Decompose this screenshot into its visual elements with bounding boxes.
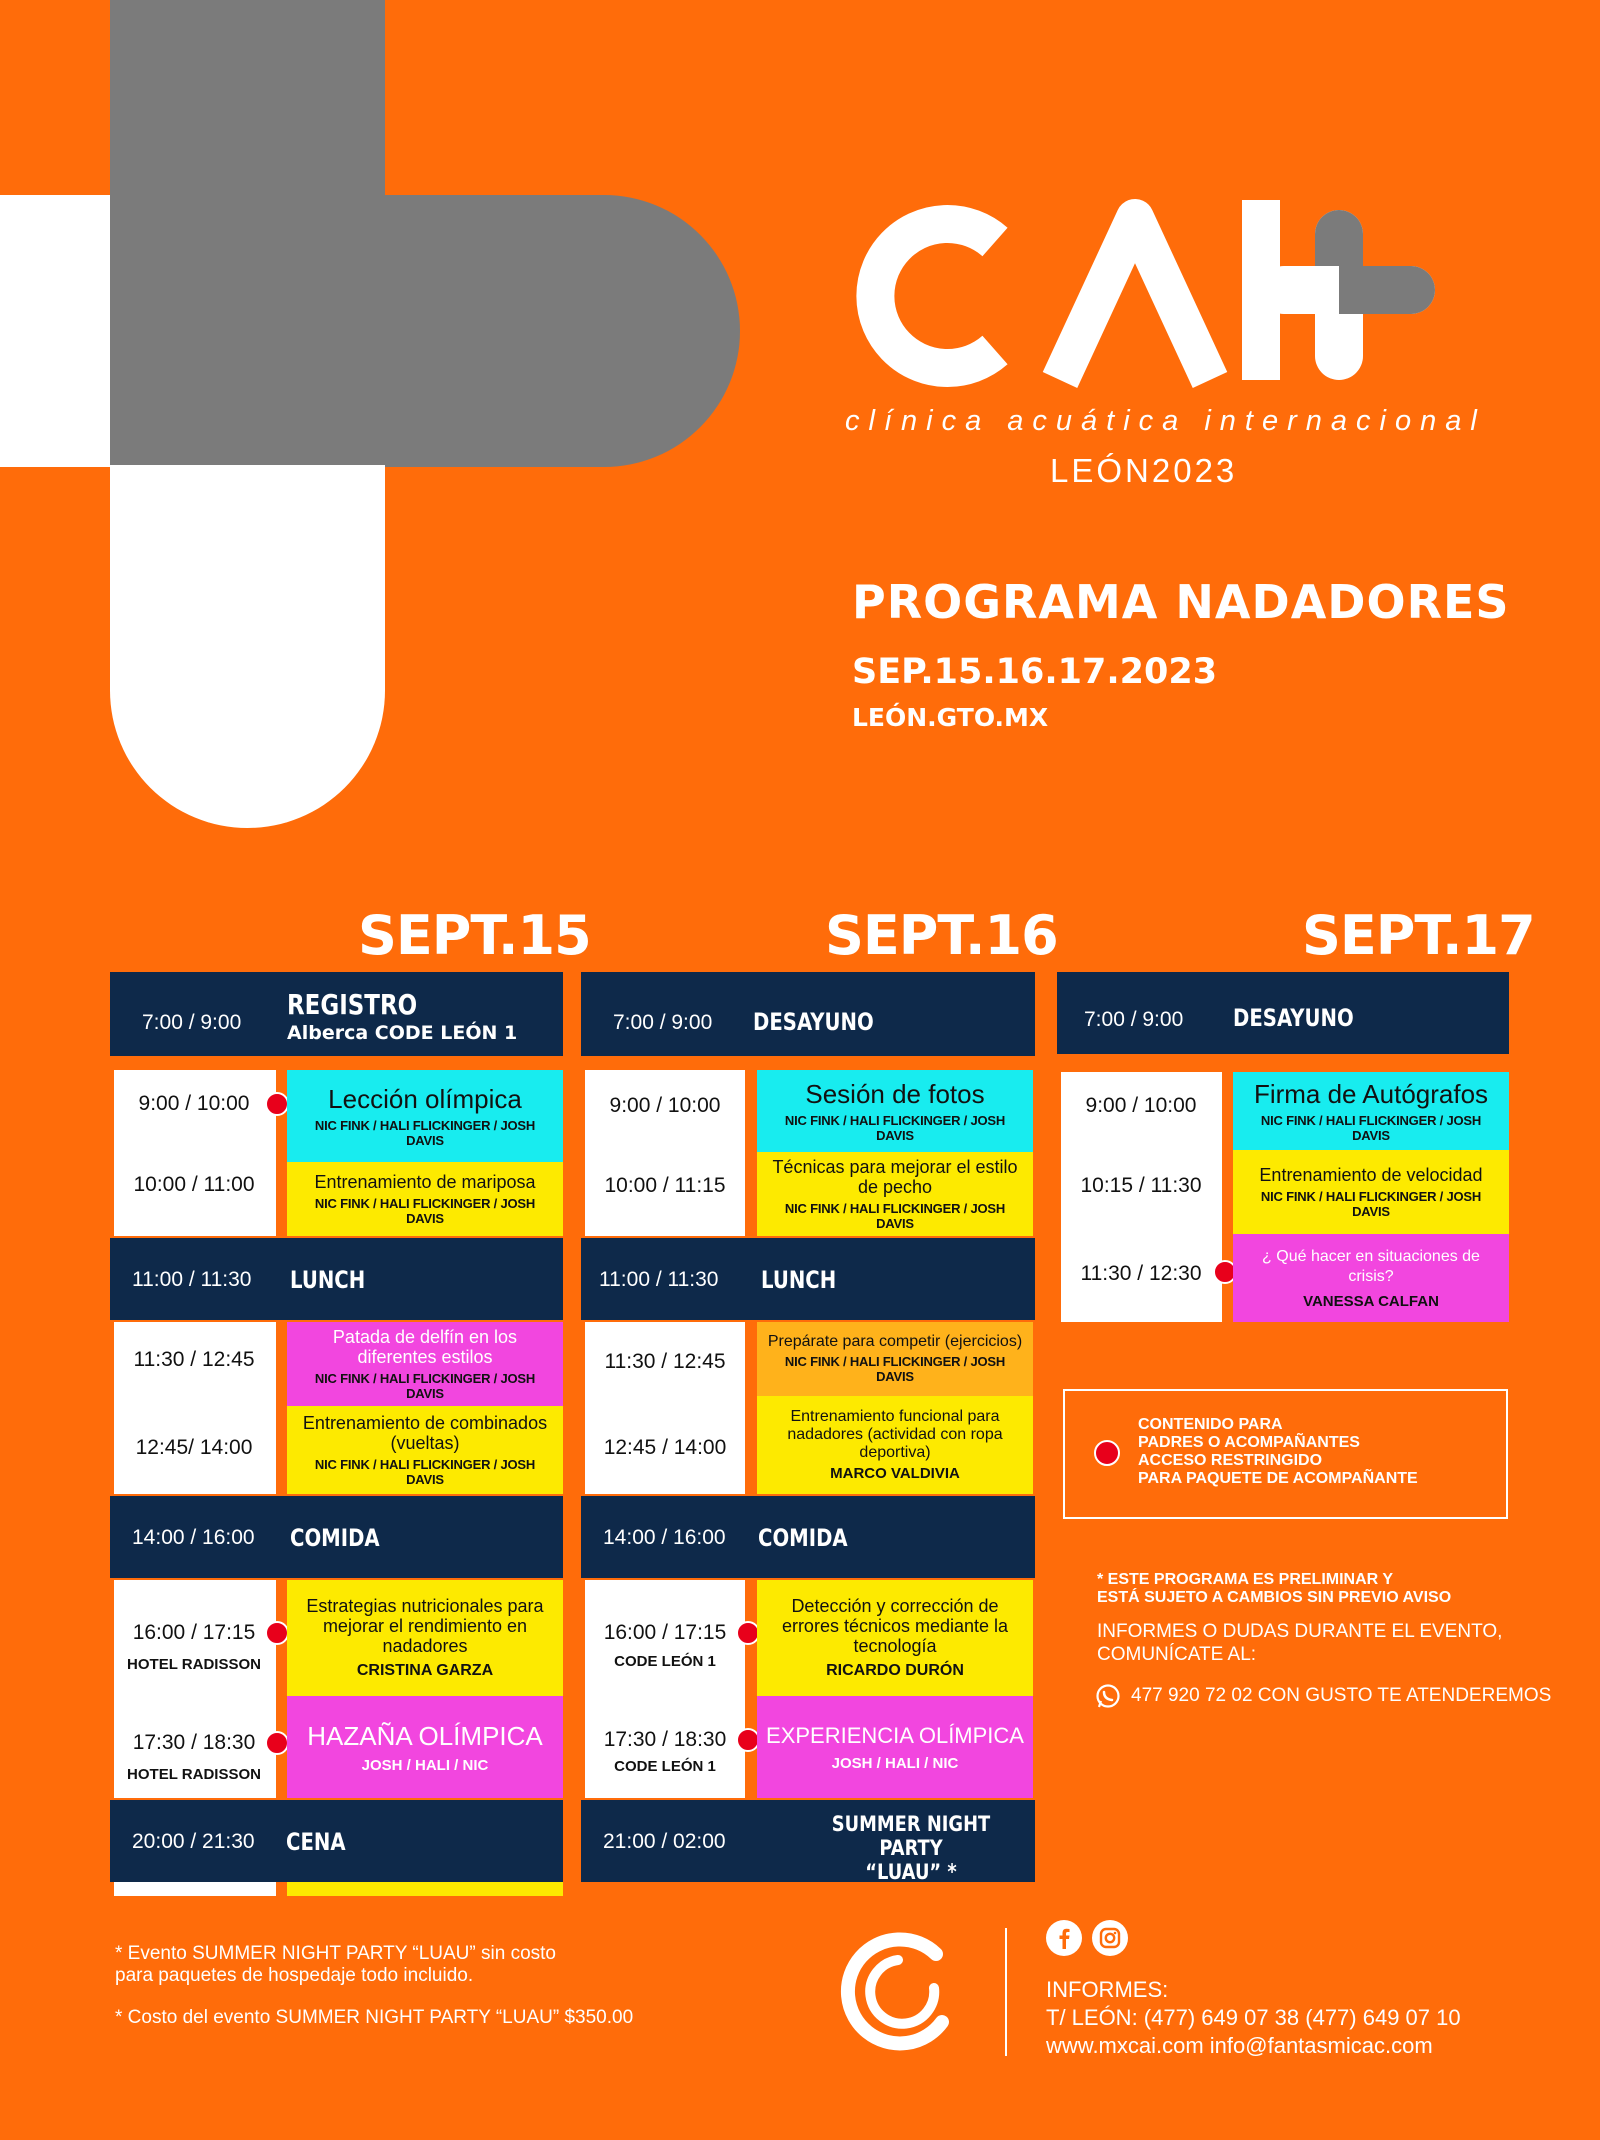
restricted-legend-text [1138, 1416, 1418, 1488]
footer-phones: T/ LEÓN: (477) 649 07 38 (477) 649 07 10 [1046, 2005, 1461, 2030]
activity-card [287, 1580, 563, 1696]
footer-line: para paquetes de hospedaje todo incluido. [115, 1965, 474, 1986]
activity-card [757, 1580, 1033, 1696]
contact-note [1097, 1620, 1502, 1666]
activity-title: Lección olímpica [328, 1084, 522, 1114]
activity-title: Entrenamiento de velocidad [1259, 1165, 1483, 1185]
legend-line: ACCESO RESTRINGIDO [1138, 1452, 1323, 1469]
whatsapp-contact[interactable] [1095, 1683, 1551, 1709]
activity-speaker: RICARDO DURÓN [826, 1662, 964, 1679]
logo-subtitle: clínica acuática internacional [845, 405, 1486, 437]
activity-card [287, 1162, 563, 1236]
time-slot: 9:00 / 10:00 [138, 1092, 250, 1115]
activity-title: Patada de delfín en los diferentes estilos [332, 1327, 518, 1367]
program-location: LEÓN.GTO.MX [852, 703, 1049, 732]
row-party [581, 1800, 1035, 1882]
party-title: SUMMER NIGHT PARTY [831, 1812, 991, 1860]
time-lunch: 11:00 / 11:30 [132, 1268, 252, 1291]
comida-label: COMIDA [758, 1524, 848, 1552]
activity-coaches: NIC FINK / HALI FLICKINGER / JOSH DAVIS [784, 1113, 1006, 1143]
activity-title: Firma de Autógrafos [1253, 1079, 1489, 1109]
logo-edition: LEÓN2023 [1050, 452, 1238, 489]
time-comida: 14:00 / 16:00 [603, 1526, 726, 1549]
cena-label: CENA [286, 1828, 346, 1856]
activity-title: ¿ Qué hacer en situaciones de crisis? [1262, 1247, 1480, 1285]
activity-coaches: NIC FINK / HALI FLICKINGER / JOSH DAVIS [314, 1371, 536, 1401]
time-slot: 9:00 / 10:00 [1085, 1094, 1197, 1117]
footer-note-free [115, 1943, 556, 1987]
comida-label: COMIDA [290, 1524, 380, 1552]
time-cena: 20:00 / 21:30 [132, 1830, 255, 1853]
activity-title: Prepárate para competir (ejercicios) [767, 1333, 1023, 1350]
activity-title: Estrategias nutricionales para mejorar el rendimiento en nadadores [306, 1596, 544, 1656]
day-header-17: SEPT.17 [1302, 904, 1535, 967]
day-header-15: SEPT.15 [358, 904, 591, 967]
time-registro: 7:00 / 9:00 [142, 1011, 242, 1034]
activity-card [757, 1322, 1033, 1396]
activity-coaches: NIC FINK / HALI FLICKINGER / JOSH DAVIS [1260, 1113, 1482, 1143]
activity-card [1233, 1234, 1509, 1322]
program-title: PROGRAMA NADADORES [852, 575, 1510, 629]
desayuno-label: DESAYUNO [753, 1008, 874, 1036]
footer-line: * Evento SUMMER NIGHT PARTY “LUAU” sin costo [115, 1943, 556, 1964]
footer-web[interactable]: www.mxcai.com info@fantasmicac.com [1046, 2033, 1433, 2058]
time-slot: 17:30 / 18:30 [132, 1731, 256, 1754]
venue: CODE LEÓN 1 [614, 1653, 716, 1670]
logo-text: CAI+ [830, 187, 867, 204]
time-slot: 16:00 / 17:15 [132, 1621, 256, 1644]
time-party: 21:00 / 02:00 [603, 1830, 726, 1853]
activity-coaches: NIC FINK / HALI FLICKINGER / JOSH DAVIS [784, 1354, 1006, 1384]
note-line: * ESTE PROGRAMA ES PRELIMINAR Y [1097, 1571, 1394, 1588]
footer-contact [1046, 1976, 1461, 2060]
restricted-dot [265, 1092, 289, 1116]
social-links [1046, 1920, 1128, 1956]
activity-card [757, 1696, 1033, 1798]
activity-title: Técnicas para mejorar el estilo de pecho [772, 1157, 1018, 1197]
lunch-label: LUNCH [761, 1266, 837, 1294]
activity-coaches: NIC FINK / HALI FLICKINGER / JOSH DAVIS [784, 1201, 1006, 1231]
instagram-icon[interactable] [1092, 1920, 1128, 1956]
time-column [585, 1322, 745, 1494]
registro-title: REGISTRO [287, 988, 418, 1021]
decor-white-stem [110, 465, 385, 828]
note-line: COMUNÍCATE AL: [1097, 1644, 1257, 1665]
activity-coaches: NIC FINK / HALI FLICKINGER / JOSH DAVIS [314, 1196, 536, 1226]
time-slot: 17:30 / 18:30 [603, 1728, 727, 1751]
program-dates: SEP.15.16.17.2023 [852, 652, 1218, 692]
lunch-label: LUNCH [290, 1266, 366, 1294]
activity-card [757, 1152, 1033, 1236]
row-cena [110, 1800, 563, 1882]
activity-title: Entrenamiento de mariposa [314, 1172, 536, 1192]
legend-line: PADRES O ACOMPAÑANTES [1138, 1434, 1360, 1451]
activity-card [757, 1396, 1033, 1494]
legend-line: PARA PAQUETE DE ACOMPAÑANTE [1138, 1470, 1418, 1487]
venue: HOTEL RADISSON [127, 1656, 261, 1673]
note-line: ESTÁ SUJETO A CAMBIOS SIN PREVIO AVISO [1097, 1589, 1452, 1606]
row-registro [110, 972, 563, 1056]
activity-card [287, 1406, 563, 1494]
activity-title: HAZAÑA OLÍMPICA [307, 1720, 543, 1751]
venue: CODE LEÓN 1 [614, 1758, 716, 1775]
cai-logo [830, 187, 1450, 390]
row-desayuno [581, 972, 1035, 1056]
restricted-dot [265, 1621, 289, 1645]
decor-gray-stem [110, 0, 385, 200]
activity-speaker: VANESSA CALFAN [1303, 1292, 1439, 1310]
activity-card [287, 1070, 563, 1162]
activity-title: Detección y corrección de errores técnicos mediante la tecnología [781, 1596, 1009, 1656]
time-slot: 11:30 / 12:30 [1080, 1262, 1202, 1285]
footer-note-cost: * Costo del evento SUMMER NIGHT PARTY “LUAU” $350.00 [115, 2007, 634, 2028]
registro-place: Alberca CODE LEÓN 1 [287, 1022, 518, 1044]
row-lunch [110, 1238, 563, 1320]
time-slot: 10:15 / 11:30 [1080, 1174, 1202, 1197]
time-slot: 16:00 / 17:15 [603, 1621, 727, 1644]
time-lunch: 11:00 / 11:30 [599, 1268, 719, 1291]
cai-emblem-icon [838, 1930, 962, 2054]
activity-title: Sesión de fotos [805, 1079, 985, 1109]
activity-card [1233, 1150, 1509, 1234]
activity-coaches: NIC FINK / HALI FLICKINGER / JOSH DAVIS [314, 1118, 536, 1148]
day-header-16: SEPT.16 [825, 904, 1058, 967]
restricted-dot [265, 1731, 289, 1755]
time-slot: 11:30 / 12:45 [604, 1350, 726, 1373]
activity-card [1233, 1072, 1509, 1150]
time-slot: 10:00 / 11:15 [604, 1174, 726, 1197]
legend-line: CONTENIDO PARA [1138, 1416, 1283, 1433]
desayuno-label: DESAYUNO [1233, 1004, 1354, 1032]
activity-title: Entrenamiento funcional para nadadores (actividad con ropa deportiva) [787, 1408, 1003, 1461]
row-comida [581, 1496, 1035, 1578]
activity-card [287, 1696, 563, 1798]
row-desayuno [1057, 972, 1509, 1054]
footer-divider [1005, 1928, 1007, 2056]
time-slot: 11:30 / 12:45 [133, 1348, 255, 1371]
activity-title: EXPERIENCIA OLÍMPICA [766, 1722, 1024, 1748]
facebook-icon[interactable] [1046, 1920, 1082, 1956]
row-lunch [581, 1238, 1035, 1320]
time-comida: 14:00 / 16:00 [132, 1526, 255, 1549]
restricted-dot [1094, 1440, 1120, 1466]
activity-title: Entrenamiento de combinados (vueltas) [302, 1413, 548, 1453]
activity-coaches: NIC FINK / HALI FLICKINGER / JOSH DAVIS [1260, 1189, 1482, 1219]
footer-informes-label: INFORMES: [1046, 1977, 1169, 2002]
decor-gray-bar [110, 195, 740, 467]
time-slot: 10:00 / 11:00 [133, 1173, 255, 1196]
party-label [791, 1812, 1031, 1884]
whatsapp-number: 477 920 72 02 CON GUSTO TE ATENDEREMOS [1131, 1685, 1552, 1706]
activity-coaches: JOSH / HALI / NIC [831, 1754, 959, 1772]
activity-speaker: MARCO VALDIVIA [830, 1465, 960, 1482]
time-slot: 12:45 / 14:00 [603, 1436, 727, 1459]
note-line: INFORMES O DUDAS DURANTE EL EVENTO, [1097, 1621, 1503, 1642]
time-desayuno: 7:00 / 9:00 [1084, 1008, 1184, 1031]
party-subtitle: “LUAU” * [865, 1860, 957, 1884]
row-comida [110, 1496, 563, 1578]
time-slot: 9:00 / 10:00 [609, 1094, 721, 1117]
activity-card [757, 1070, 1033, 1152]
venue: HOTEL RADISSON [127, 1766, 261, 1783]
activity-speaker: CRISTINA GARZA [356, 1662, 494, 1679]
activity-card [287, 1322, 563, 1406]
activity-coaches: NIC FINK / HALI FLICKINGER / JOSH DAVIS [314, 1457, 536, 1487]
whatsapp-icon [1095, 1683, 1121, 1709]
preliminary-note [1097, 1571, 1451, 1607]
time-desayuno: 7:00 / 9:00 [613, 1011, 713, 1034]
activity-coaches: JOSH / HALI / NIC [361, 1756, 489, 1774]
time-slot: 12:45/ 14:00 [135, 1436, 253, 1459]
